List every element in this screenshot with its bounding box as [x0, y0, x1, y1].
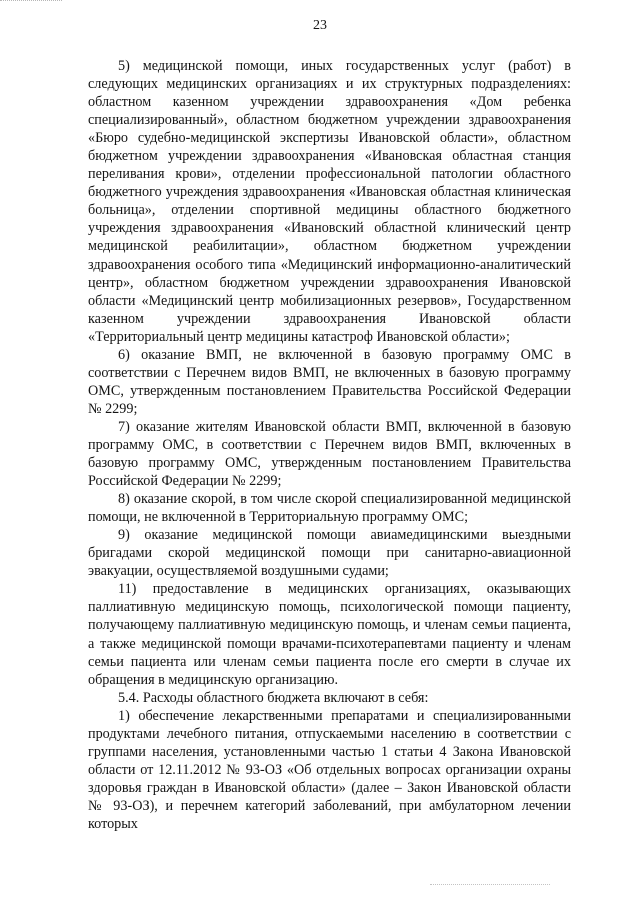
scan-edge-mark	[0, 0, 62, 4]
paragraph-item-7: 7) оказание жителям Ивановской области ВМП, включенной в базовую программу ОМС, в соответствии с Перечнем видов ВМП, включенных в базовую программу ОМС, утвержденным постановлением Правительства Российской Федерации № 2299;	[88, 418, 571, 490]
page-number: 23	[313, 18, 327, 33]
paragraph-item-6: 6) оказание ВМП, не включенной в базовую программу ОМС в соответствии с Перечнем видов ВМП, не включенных в базовую программу ОМС, утвержденным постановлением Правительства Российской Федерации № 2299;	[88, 346, 571, 417]
paragraph-item-5: 5) медицинской помощи, иных государственных услуг (работ) в следующих медицинских организациях и их структурных подразделениях: областном казенном учреждении здравоохранения «Дом ребенка специализированный», областном бюджетном учреждении здравоохранения «Бюро судебно-медицинской экспертизы Ивановской области», областном бюджетном учреждении здравоохранения «Ивановская областная станция переливания крови», отделении профессиональной патологии областного бюджетного учреждения здравоохранения «Ивановская областная клиническая больница», отделении спортивной медицины областного бюджетного учреждения здравоохранения «Ивановский областной клинический центр медицинской реабилитации», областном бюджетном учреждении здравоохранения особого типа «Медицинский информационно-аналитический центр», областном бюджетном учреждении здравоохранения Ивановской области «Медицинский центр мобилизационных резервов», Государственном казенном учреждении здравоохранения Ивановской области «Территориальный центр медицины катастроф Ивановской области»;	[88, 58, 571, 345]
paragraph-item-9: 9) оказание медицинской помощи авиамедицинскими выездными бригадами скорой медицинской помощи при санитарно-авиационной эвакуации, осуществляемой воздушными судами;	[88, 527, 571, 580]
paragraph-subitem-1: 1) обеспечение лекарственными препаратами и специализированными продуктами лечебного питания, отпускаемыми населению в соответствии с группами населения, установленными частью 1 статьи 4 Закона Ивановской области от 12.11.2012 № 93-ОЗ «Об отдельных вопросах организации охраны здоровья граждан в Ивановской области» (далее – Закон Ивановской области № 93-ОЗ), и перечнем категорий заболеваний, при амбулаторном лечении которых	[88, 707, 571, 832]
section-heading-5-4: 5.4. Расходы областного бюджета включают в себя:	[118, 689, 429, 706]
scan-footer-mark	[430, 884, 550, 887]
paragraph-item-11: 11) предоставление в медицинских организациях, оказывающих паллиативную медицинскую помощь, психологической помощи пациенту, получающему паллиативную медицинскую помощь, и членам семьи пациента, а также медицинской помощи врачами-психотерапевтами пациенту и членам семьи пациента или членам семьи пациента после его смерти в случае их обращения в медицинскую организацию.	[88, 581, 571, 688]
document-body	[88, 57, 571, 833]
paragraph-item-8: 8) оказание скорой, в том числе скорой специализированной медицинской помощи, не включенной в Территориальную программу ОМС;	[88, 491, 571, 526]
